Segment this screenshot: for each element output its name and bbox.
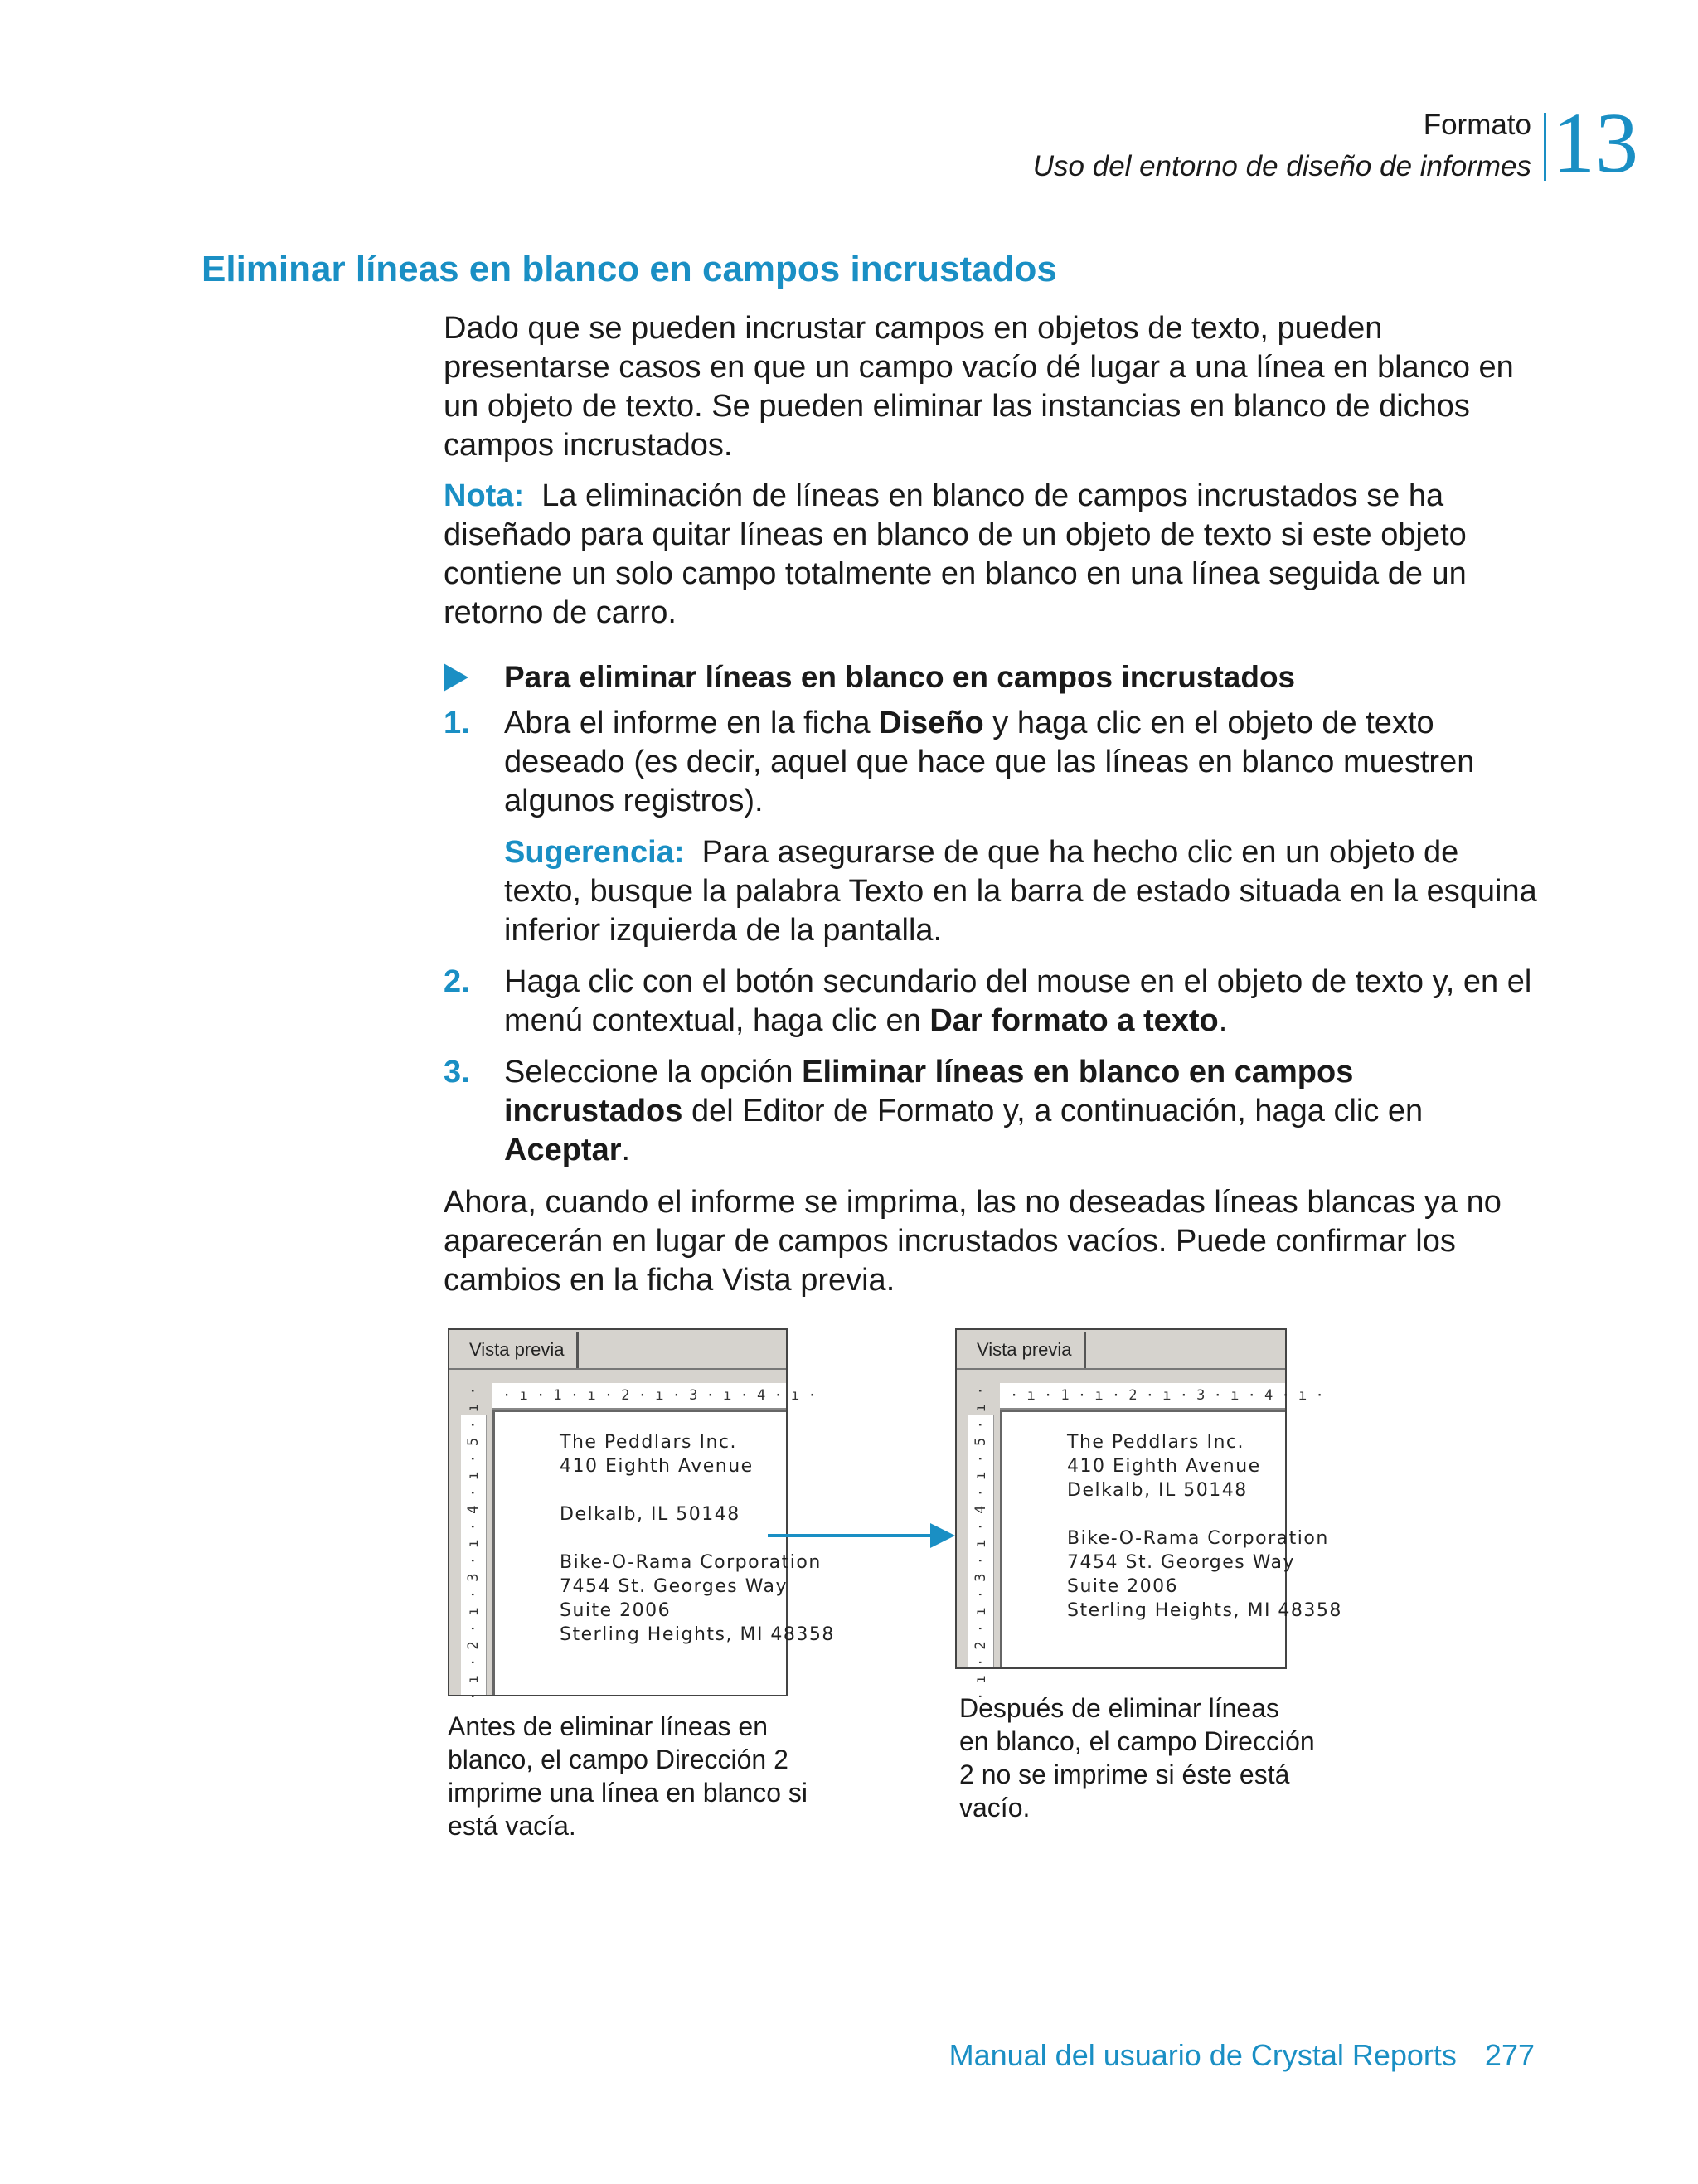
page-footer (949, 2038, 1535, 2073)
address-line: The Peddlars Inc. (1067, 1432, 1244, 1453)
address-line: Sterling Heights, MI 48358 (1067, 1600, 1342, 1621)
step-3-text: Seleccione la opción Eliminar líneas en blanco en campos incrustados del Editor de Formato y, a continuación, haga clic en Aceptar. (504, 1055, 1424, 1167)
page-number: 277 (1484, 2038, 1535, 2072)
chapter-title: Formato (1423, 109, 1531, 141)
horizontal-ruler: · ı · 1 · ı · 2 · ı · 3 · ı · 4 · ı · (492, 1383, 786, 1410)
tip-label: Sugerencia: (504, 835, 685, 870)
caption-before: Antes de eliminar líneas en blanco, el campo Dirección 2 imprime una línea en blanco si está vacía. (448, 1711, 808, 1841)
step-2-number: 2. (444, 964, 470, 999)
address-line: Sterling Heights, MI 48358 (560, 1624, 835, 1645)
horizontal-ruler: · ı · 1 · ı · 2 · ı · 3 · ı · 4 · ı · (1000, 1383, 1285, 1410)
step-1-number: 1. (444, 706, 470, 740)
running-header (1033, 104, 1531, 187)
manual-title: Manual del usuario de Crystal Reports (948, 2038, 1457, 2072)
address-line: Bike-O-Rama Corporation (1067, 1528, 1329, 1549)
note-paragraph (444, 477, 1538, 633)
address-line: The Peddlars Inc. (560, 1432, 737, 1453)
caption-after: Después de eliminar líneas en blanco, el campo Dirección 2 no se imprime si éste está vacío. (959, 1693, 1315, 1822)
intro-paragraph: Dado que se pueden incrustar campos en objetos de texto, pueden presentarse casos en que un campo vacío dé lugar a una línea en blanco en un objeto de texto. Se pueden eliminar las instancias en blanco de dichos campos incrustados. (444, 311, 1514, 463)
address-line: Delkalb, IL 50148 (560, 1504, 740, 1525)
conclusion-paragraph: Ahora, cuando el informe se imprima, las no deseadas líneas blancas ya no aparecerán en lugar de campos incrustados vacíos. Puede confirmar los cambios en la ficha Vista previa. (444, 1185, 1502, 1298)
preview-tab[interactable]: Vista previa (451, 1332, 579, 1369)
section-heading: Eliminar líneas en blanco en campos incrustados (201, 249, 1057, 289)
step-1-text: Abra el informe en la ficha Diseño y haga clic en el objeto de texto deseado (es decir, aquel que hace que las líneas en blanco muestren algunos registros). (504, 706, 1475, 818)
step-3-number: 3. (444, 1055, 470, 1090)
address-line: 7454 St. Georges Way (560, 1576, 788, 1597)
tip-paragraph (504, 833, 1540, 950)
tab-divider (957, 1368, 1285, 1370)
address-line: Bike-O-Rama Corporation (560, 1552, 822, 1573)
preview-screenshot-after (955, 1328, 1342, 1701)
procedure-arrow-icon (444, 663, 468, 692)
report-page (492, 1410, 835, 1695)
address-line: Suite 2006 (560, 1600, 672, 1621)
section-title: Uso del entorno de diseño de informes (1032, 150, 1531, 182)
vertical-ruler: · ı · 2 · ı · 3 · ı · 4 · ı · 5 · ı · (461, 1415, 487, 1695)
report-page (1000, 1410, 1342, 1667)
tip-text: Para asegurarse de que ha hecho clic en un objeto de texto, busque la palabra Texto en la barra de estado situada en la esquina inferior izquierda de la pantalla. (504, 835, 1537, 948)
note-label: Nota: (444, 478, 525, 513)
step-2-text: Haga clic con el botón secundario del mouse en el objeto de texto y, en el menú contextual, haga clic en Dar formato a texto. (504, 964, 1532, 1038)
vertical-ruler: · ı · 2 · ı · 3 · ı · 4 · ı · 5 · ı · (968, 1415, 994, 1667)
preview-screenshot-before (448, 1328, 835, 1701)
preview-tab[interactable]: Vista previa (958, 1332, 1086, 1369)
tab-divider (449, 1368, 786, 1370)
address-line: 410 Eighth Avenue (1067, 1456, 1261, 1477)
address-line: Suite 2006 (1067, 1576, 1179, 1597)
address-line: 7454 St. Georges Way (1067, 1552, 1296, 1573)
address-line: 410 Eighth Avenue (560, 1456, 754, 1477)
chapter-number: 13 (1552, 95, 1638, 191)
address-line: Delkalb, IL 50148 (1067, 1480, 1248, 1501)
note-text: La eliminación de líneas en blanco de campos incrustados se ha diseñado para quitar líneas en blanco de un objeto de texto si este objeto contiene un solo campo totalmente en blanco en una línea seguida de un retorno de carro. (444, 478, 1467, 630)
arrow-right-icon (763, 1522, 962, 1555)
header-divider (1544, 113, 1546, 181)
procedure-title: Para eliminar líneas en blanco en campos incrustados (504, 660, 1296, 694)
